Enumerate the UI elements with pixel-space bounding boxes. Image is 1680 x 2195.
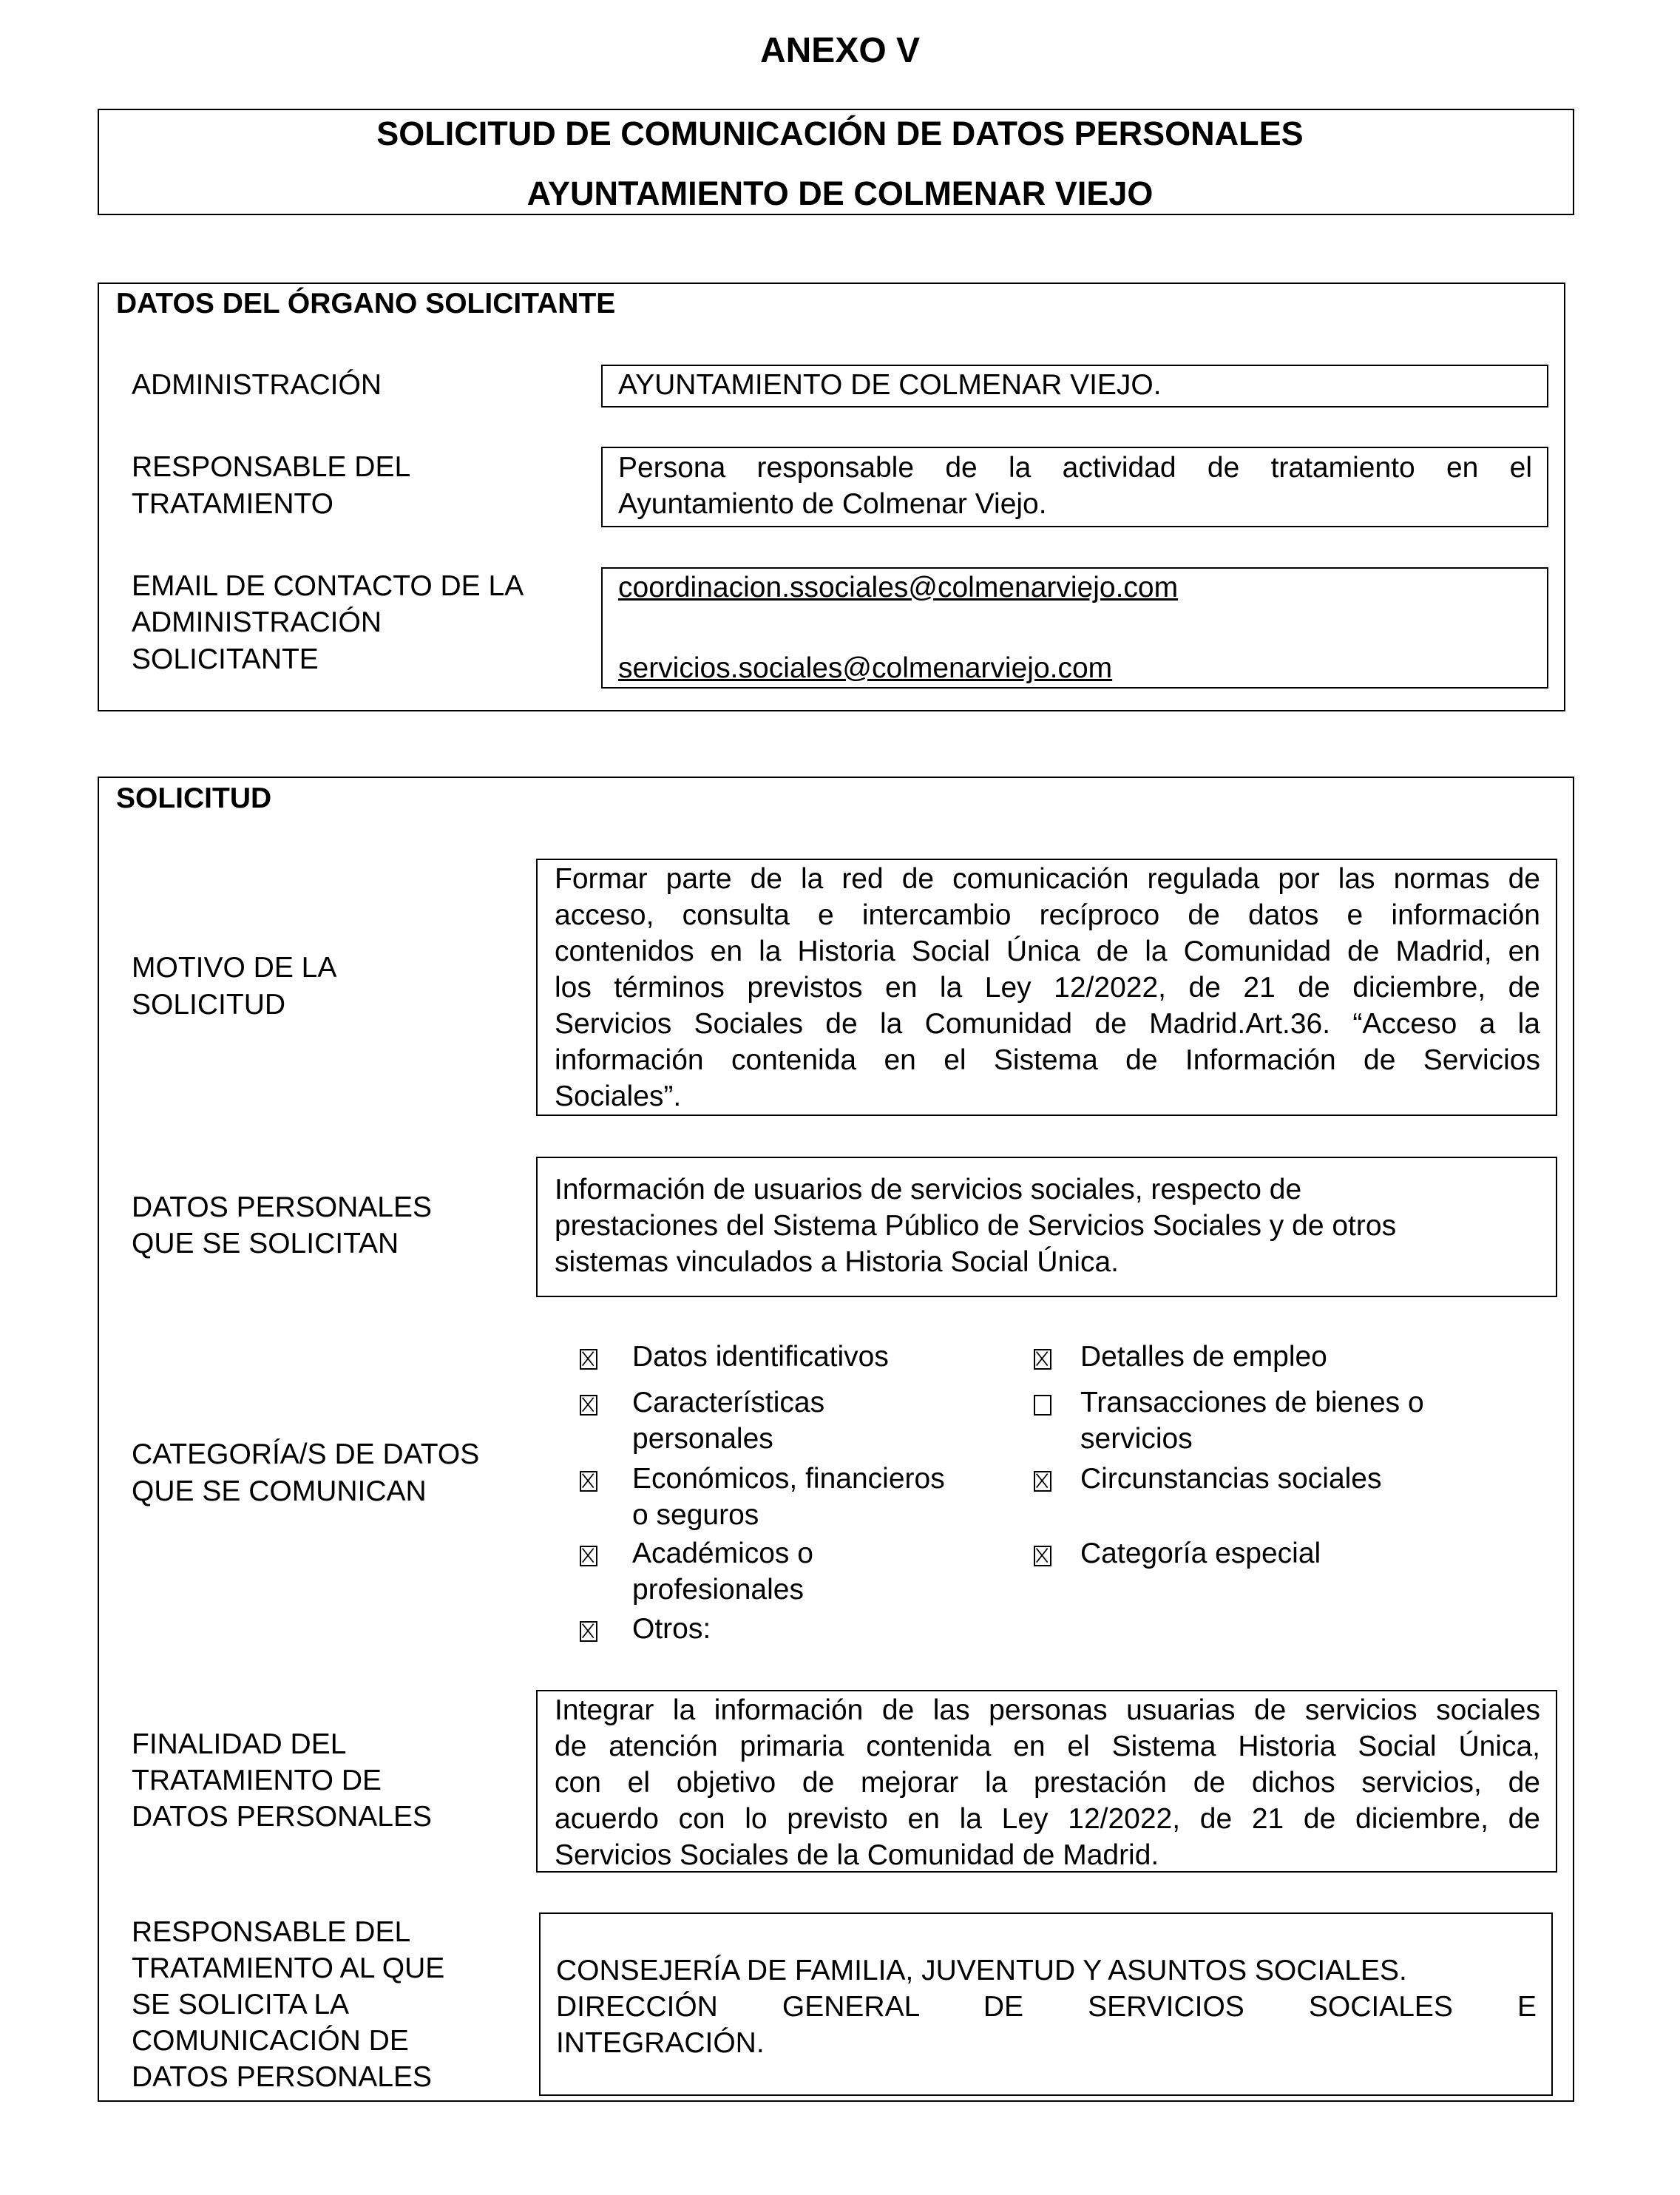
datos-line: Información de usuarios de servicios sociales, respecto de <box>555 1174 1302 1205</box>
motivo-line: Sociales”. <box>555 1080 682 1112</box>
finalidad-line: de atención primaria contenida en el Sistema Historia Social Única, <box>555 1731 1540 1762</box>
motivo-label: MOTIVO DE LA <box>132 952 337 984</box>
email-label: ADMINISTRACIÓN <box>132 606 382 638</box>
email-label: EMAIL DE CONTACTO DE LA <box>132 570 524 602</box>
categorias-label: CATEGORÍA/S DE DATOS <box>132 1438 480 1470</box>
category-label: Académicos o <box>632 1538 813 1569</box>
checked-checkbox-icon[interactable] <box>1034 1349 1051 1370</box>
email-label: SOLICITANTE <box>132 643 319 675</box>
checked-checkbox-icon[interactable] <box>1034 1546 1051 1566</box>
checked-checkbox-icon[interactable] <box>580 1621 597 1642</box>
form-title: SOLICITUD DE COMUNICACIÓN DE DATOS PERSONALES <box>376 115 1304 152</box>
solicitud-heading: SOLICITUD <box>116 782 272 814</box>
datos-label: DATOS PERSONALES <box>132 1191 433 1223</box>
responsable-com-line: DIRECCIÓN GENERAL DE SERVICIOS SOCIALES E <box>556 1991 1537 2023</box>
category-label: o seguros <box>632 1499 759 1531</box>
responsable-com-label: RESPONSABLE DEL <box>132 1916 411 1948</box>
responsable-com-line: INTEGRACIÓN. <box>556 2027 765 2059</box>
responsable-value: Ayuntamiento de Colmenar Viejo. <box>618 488 1047 520</box>
motivo-line: los términos previstos en la Ley 12/2022, de 21 de diciembre, de <box>555 972 1540 1004</box>
checked-checkbox-icon[interactable] <box>1034 1471 1051 1492</box>
responsable-com-line: CONSEJERÍA DE FAMILIA, JUVENTUD Y ASUNTOS SOCIALES. <box>556 1955 1407 1986</box>
motivo-line: acceso, consulta e intercambio recíproco de datos e información <box>555 899 1540 931</box>
datos-line: prestaciones del Sistema Público de Servicios Sociales y de otros <box>555 1210 1397 1242</box>
category-label: Categoría especial <box>1080 1538 1321 1569</box>
category-label: profesionales <box>632 1574 804 1606</box>
category-label: servicios <box>1080 1423 1193 1455</box>
categorias-label: QUE SE COMUNICAN <box>132 1475 427 1507</box>
finalidad-line: Integrar la información de las personas usuarias de servicios sociales <box>555 1694 1540 1726</box>
motivo-line: contenidos en la Historia Social Única de la Comunidad de Madrid, en <box>555 936 1540 967</box>
datos-label: QUE SE SOLICITAN <box>132 1228 399 1259</box>
finalidad-line: Servicios Sociales de la Comunidad de Madrid. <box>555 1839 1159 1871</box>
category-label: Características <box>632 1387 825 1418</box>
finalidad-label: TRATAMIENTO DE <box>132 1765 382 1796</box>
motivo-line: información contenida en el Sistema de Información de Servicios <box>555 1044 1540 1076</box>
responsable-com-label: SE SOLICITA LA <box>132 1989 350 2020</box>
checked-checkbox-icon[interactable] <box>580 1395 597 1416</box>
finalidad-label: FINALIDAD DEL <box>132 1728 347 1760</box>
category-label: Circunstancias sociales <box>1080 1463 1382 1495</box>
checked-checkbox-icon[interactable] <box>580 1471 597 1492</box>
unchecked-checkbox-icon[interactable] <box>1034 1395 1051 1416</box>
category-label: Transacciones de bienes o <box>1080 1387 1424 1418</box>
email-link-coordinacion[interactable]: coordinacion.ssociales@colmenarviejo.com <box>618 572 1179 603</box>
responsable-com-label: DATOS PERSONALES <box>132 2061 433 2093</box>
motivo-line: Formar parte de la red de comunicación regulada por las normas de <box>555 863 1540 895</box>
checked-checkbox-icon[interactable] <box>580 1349 597 1370</box>
motivo-label: SOLICITUD <box>132 989 286 1021</box>
form-subtitle: AYUNTAMIENTO DE COLMENAR VIEJO <box>526 175 1154 212</box>
responsable-com-label: COMUNICACIÓN DE <box>132 2025 409 2057</box>
administracion-label: ADMINISTRACIÓN <box>132 369 382 401</box>
motivo-line: Servicios Sociales de la Comunidad de Madrid.Art.36. “Acceso a la <box>555 1008 1540 1040</box>
checked-checkbox-icon[interactable] <box>580 1546 597 1566</box>
finalidad-line: acuerdo con lo previsto en la Ley 12/2022, de 21 de diciembre, de <box>555 1803 1540 1835</box>
category-label: Detalles de empleo <box>1080 1341 1327 1373</box>
category-label: Otros: <box>632 1613 711 1645</box>
organo-heading: DATOS DEL ÓRGANO SOLICITANTE <box>116 288 616 319</box>
responsable-value: Persona responsable de la actividad de tratamiento en el <box>618 452 1532 484</box>
annex-title: ANEXO V <box>759 31 921 70</box>
responsable-label: RESPONSABLE DEL <box>132 451 411 483</box>
finalidad-label: DATOS PERSONALES <box>132 1801 433 1833</box>
email-link-servicios[interactable]: servicios.sociales@colmenarviejo.com <box>618 652 1113 684</box>
responsable-label: TRATAMIENTO <box>132 488 333 520</box>
category-label: personales <box>632 1423 773 1455</box>
administracion-value: AYUNTAMIENTO DE COLMENAR VIEJO. <box>618 369 1162 401</box>
datos-line: sistemas vinculados a Historia Social Única. <box>555 1246 1119 1278</box>
finalidad-line: con el objetivo de mejorar la prestación de dichos servicios, de <box>555 1767 1540 1799</box>
responsable-com-label: TRATAMIENTO AL QUE <box>132 1952 445 1984</box>
category-label: Económicos, financieros <box>632 1463 945 1495</box>
category-label: Datos identificativos <box>632 1341 889 1373</box>
